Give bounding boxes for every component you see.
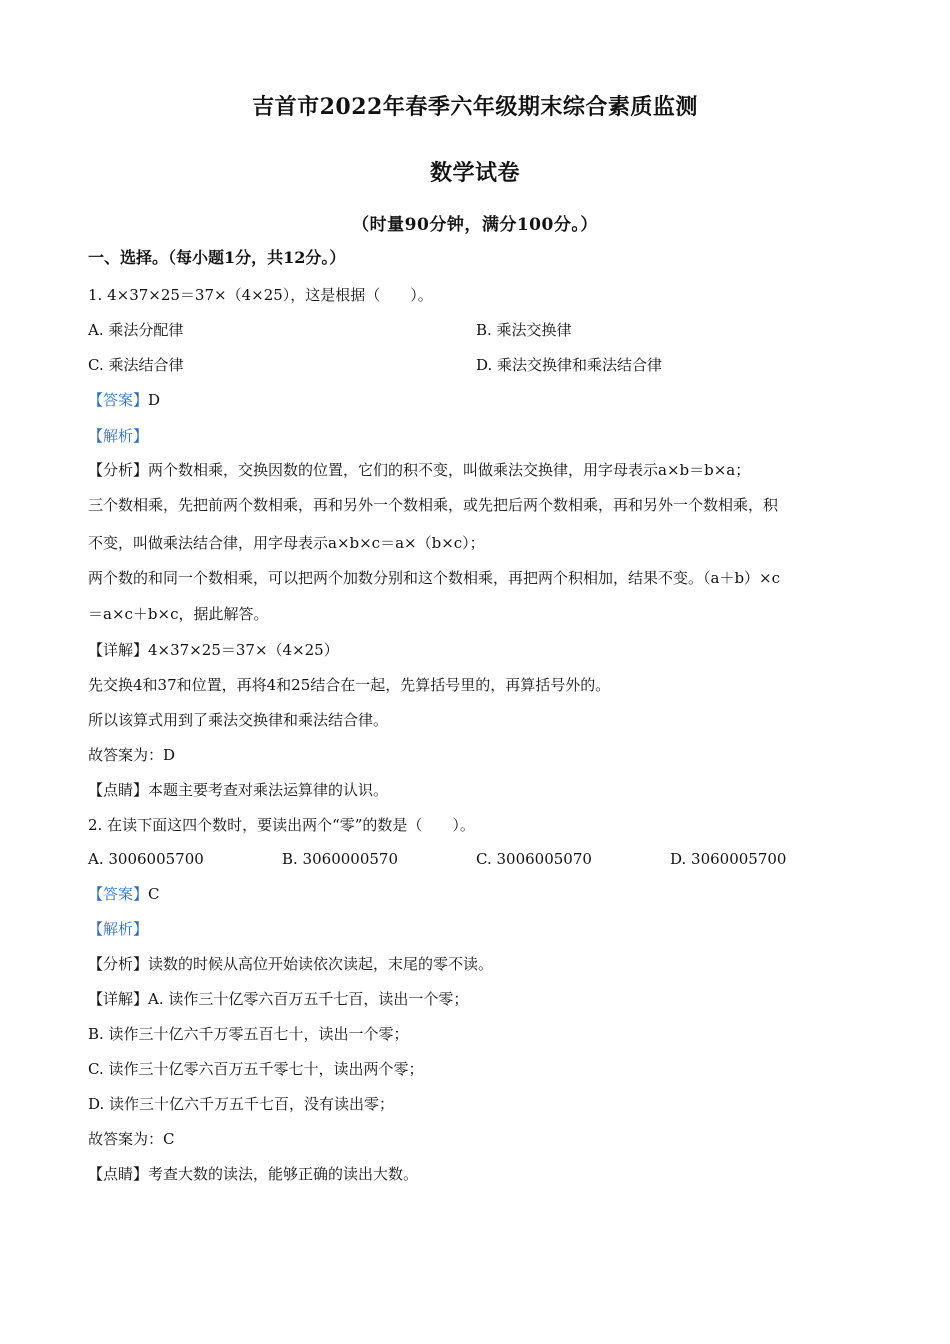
q2-final-answer: 故答案为：C — [88, 1130, 175, 1148]
q1-answer — [88, 390, 160, 410]
q2-answer-value: C — [148, 885, 160, 903]
q1-detail-line-3: 所以该算式用到了乘法交换律和乘法结合律。 — [88, 711, 389, 729]
q2-option-a: A. 3006005700 — [88, 850, 204, 868]
exam-note: （时量90分钟，满分100分。） — [352, 215, 598, 235]
q1-analysis-line-2: 三个数相乘，先把前两个数相乘，再和另外一个数相乘，或先把后两个数相乘，再和另外一个数相乘，积 — [88, 496, 779, 514]
q1-detail-line-1 — [88, 640, 339, 660]
q2-analysis — [88, 954, 493, 974]
q1-option-d: D. 乘法交换律和乘法结合律 — [476, 356, 663, 374]
q1-jiexi-tag: 【解析】 — [88, 427, 149, 445]
q1-option-c: C. 乘法结合律 — [88, 356, 184, 374]
q1-answer-value: D — [148, 391, 161, 409]
q1-analysis-tag: 【分析】 — [88, 461, 149, 479]
q1-comment-tag: 【点睛】 — [88, 781, 149, 799]
q2-option-d: D. 3060005700 — [670, 850, 787, 868]
page-title: 吉首市2022年春季六年级期末综合素质监测 — [252, 94, 698, 120]
q1-option-b: B. 乘法交换律 — [476, 321, 572, 339]
q1-detail-tag: 【详解】 — [88, 641, 149, 659]
q1-stem: 1. 4×37×25＝37×（4×25），这是根据（ ）。 — [88, 286, 433, 304]
q1-option-a: A. 乘法分配律 — [88, 321, 184, 339]
q1-analysis-text-1: 两个数相乘，交换因数的位置，它们的积不变，叫做乘法交换律，用字母表示a×b＝b×a； — [148, 461, 751, 479]
q2-answer-tag: 【答案】 — [88, 885, 149, 903]
q2-comment — [88, 1164, 418, 1184]
q1-detail-text-1: 4×37×25＝37×（4×25） — [148, 641, 339, 659]
q2-detail-text-1: A. 读作三十亿零六百万五千七百，读出一个零； — [148, 990, 469, 1008]
q2-detail-tag: 【详解】 — [88, 990, 149, 1008]
q1-comment-text: 本题主要考查对乘法运算律的认识。 — [148, 781, 389, 799]
q1-comment — [88, 780, 388, 800]
q1-analysis-line-4: 两个数的和同一个数相乘，可以把两个加数分别和这个数相乘，再把两个积相加，结果不变。（a＋b）×c — [88, 569, 781, 587]
page-subtitle: 数学试卷 — [429, 160, 520, 186]
q2-answer — [88, 884, 160, 904]
q2-detail-line-3: C. 读作三十亿零六百万五千零七十，读出两个零； — [88, 1060, 424, 1078]
q2-comment-text: 考查大数的读法，能够正确的读出大数。 — [148, 1165, 419, 1183]
section-heading: 一、选择。（每小题1分，共12分。） — [88, 248, 346, 267]
q1-analysis-line-5: ＝a×c＋b×c，据此解答。 — [88, 605, 269, 623]
q1-analysis-line-1 — [88, 460, 750, 480]
q2-detail-line-1 — [88, 989, 468, 1009]
q2-option-b: B. 3060000570 — [282, 850, 398, 868]
q2-comment-tag: 【点睛】 — [88, 1165, 149, 1183]
q1-answer-tag: 【答案】 — [88, 391, 149, 409]
q1-final-answer: 故答案为：D — [88, 746, 176, 764]
q2-analysis-text: 读数的时候从高位开始读依次读起，末尾的零不读。 — [148, 955, 494, 973]
q2-stem: 2. 在读下面这四个数时，要读出两个“零”的数是（ ）。 — [88, 816, 475, 834]
q2-detail-line-2: B. 读作三十亿六千万零五百七十，读出一个零； — [88, 1025, 409, 1043]
q2-option-c: C. 3006005070 — [476, 850, 592, 868]
q1-detail-line-2: 先交换4和37和位置，再将4和25结合在一起，先算括号里的，再算括号外的。 — [88, 676, 611, 694]
q2-jiexi-tag: 【解析】 — [88, 920, 149, 938]
q2-detail-line-4: D. 读作三十亿六千万五千七百，没有读出零； — [88, 1095, 395, 1113]
q1-analysis-line-3: 不变，叫做乘法结合律，用字母表示a×b×c＝a×（b×c）； — [88, 534, 485, 552]
q2-analysis-tag: 【分析】 — [88, 955, 149, 973]
